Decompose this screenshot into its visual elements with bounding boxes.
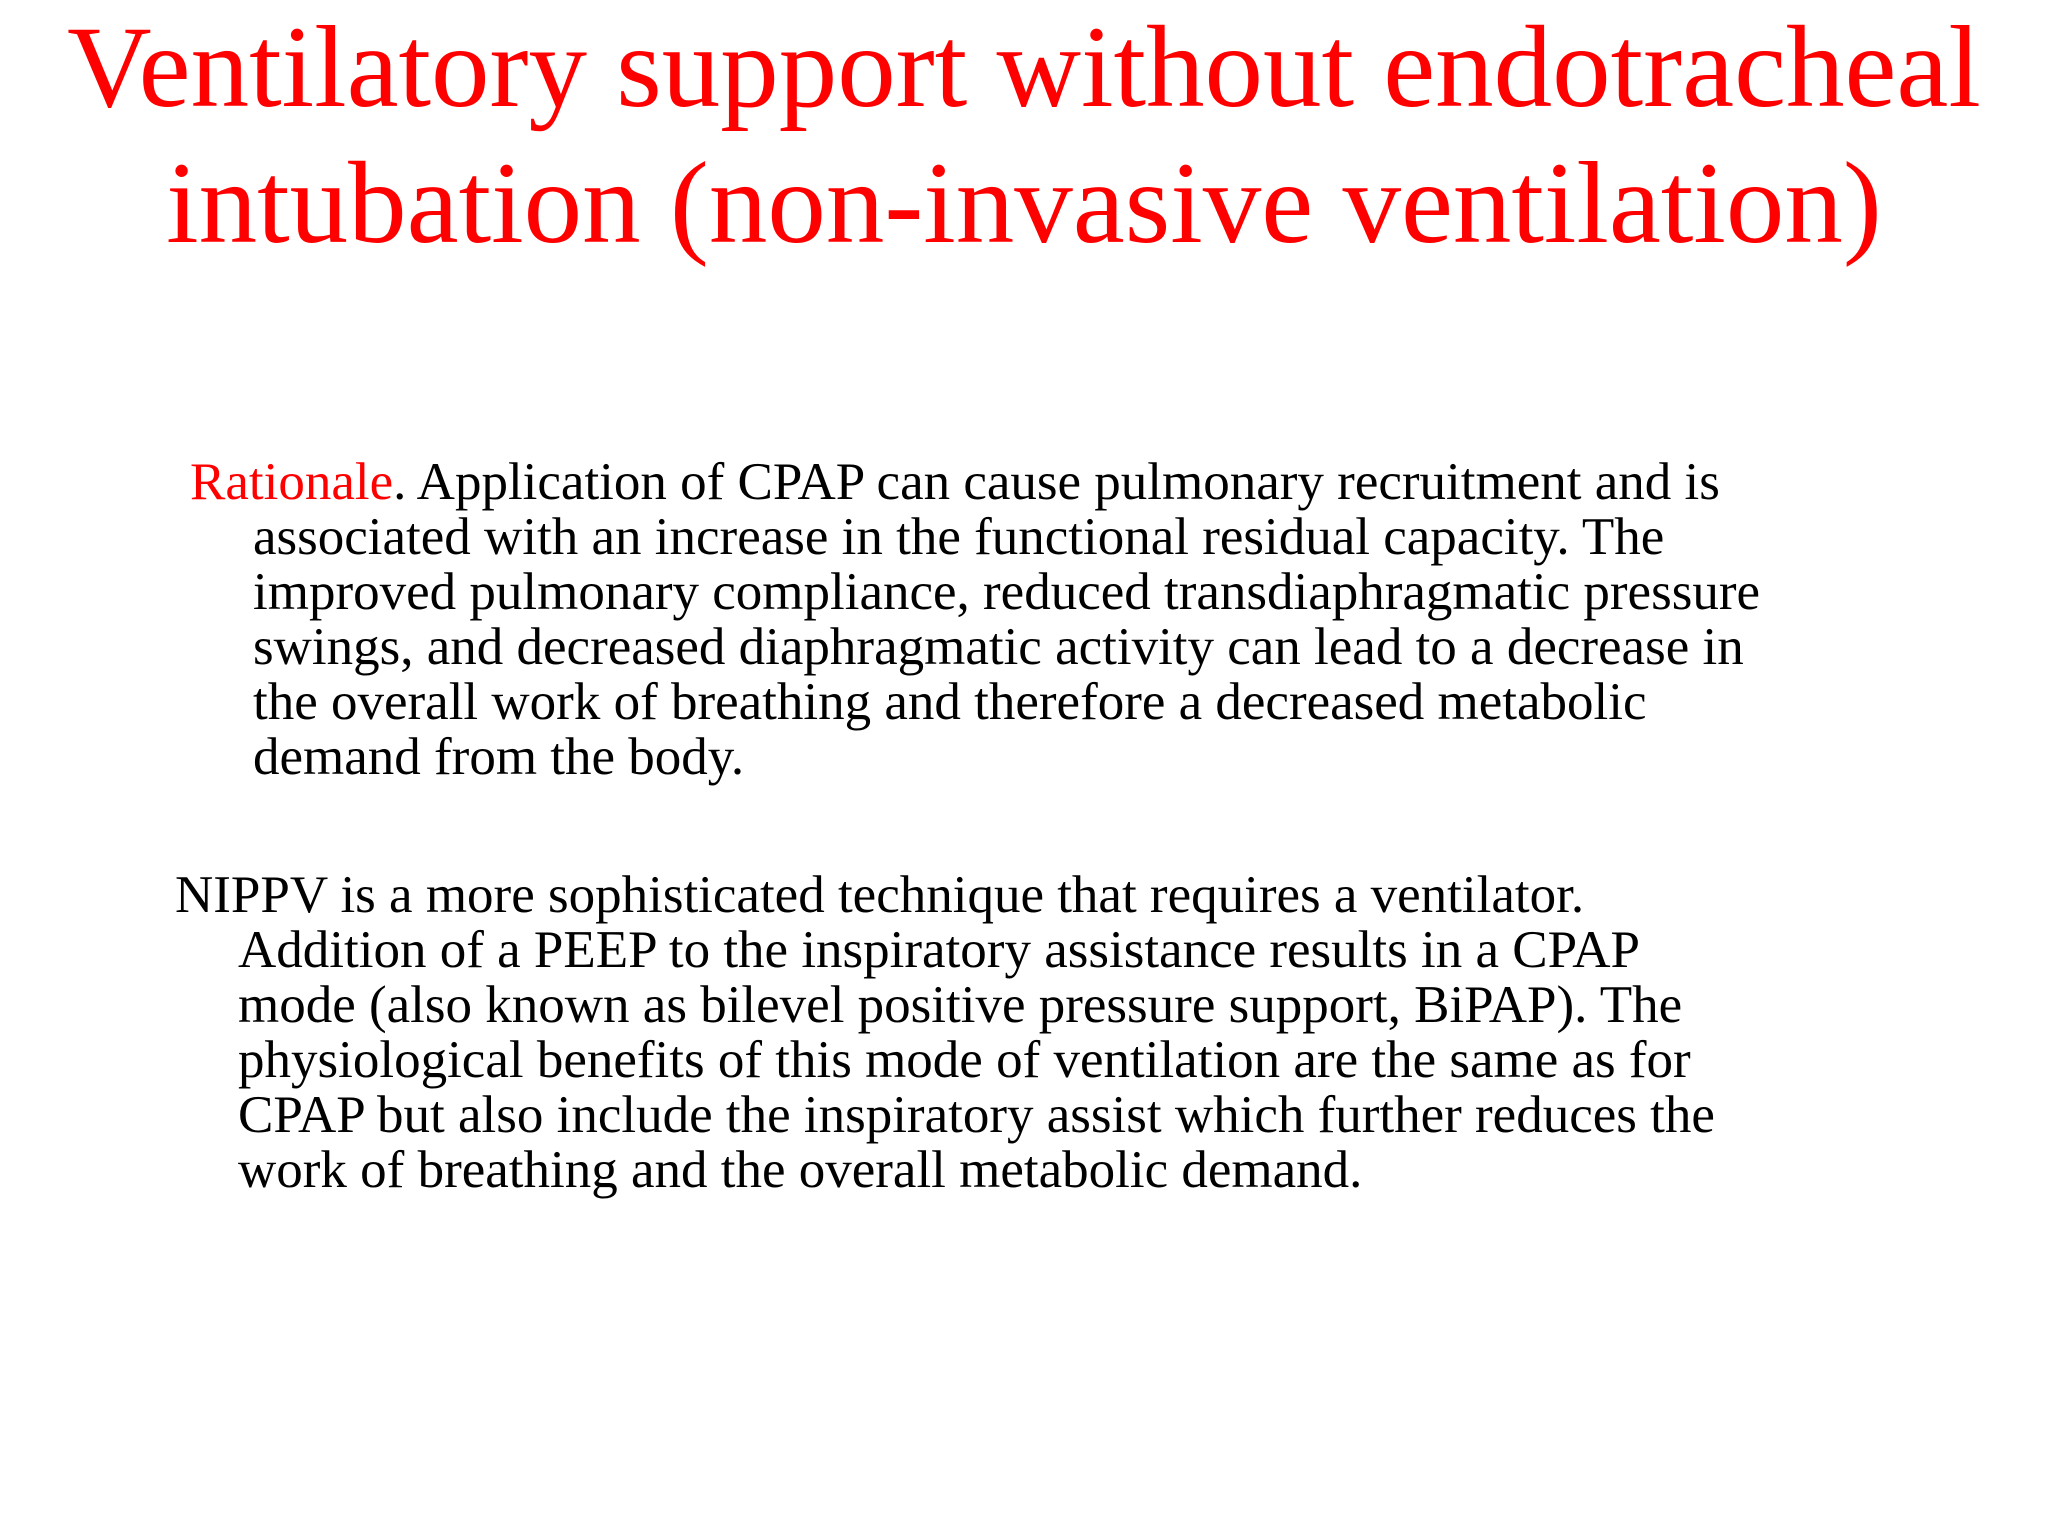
rationale-line-5: the overall work of breathing and therefore a decreased metabolic bbox=[253, 673, 1647, 731]
nippv-line-1: NIPPV is a more sophisticated technique that requires a ventilator. bbox=[175, 866, 1585, 924]
rationale-paragraph bbox=[190, 455, 2048, 785]
rationale-line-3: improved pulmonary compliance, reduced transdiaphragmatic pressure bbox=[253, 563, 1761, 621]
rationale-label-separator: . bbox=[393, 453, 407, 511]
rationale-line-1-text: Application of CPAP can cause pulmonary recruitment and is bbox=[406, 453, 1720, 511]
slide-title bbox=[0, 0, 2048, 272]
nippv-line-4: physiological benefits of this mode of ventilation are the same as for bbox=[238, 1031, 1691, 1089]
nippv-line-6: work of breathing and the overall metabolic demand. bbox=[238, 1141, 1363, 1199]
rationale-label: Rationale bbox=[190, 453, 394, 511]
nippv-paragraph bbox=[175, 868, 2048, 1198]
nippv-line-5: CPAP but also include the inspiratory assist which further reduces the bbox=[238, 1086, 1715, 1144]
rationale-line-6: demand from the body. bbox=[253, 728, 745, 786]
nippv-line-3: mode (also known as bilevel positive pressure support, BiPAP). The bbox=[238, 976, 1683, 1034]
slide-title-line-1: Ventilatory support without endotracheal bbox=[67, 3, 1981, 132]
rationale-line-4: swings, and decreased diaphragmatic activity can lead to a decrease in bbox=[253, 618, 1744, 676]
nippv-line-2: Addition of a PEEP to the inspiratory assistance results in a CPAP bbox=[238, 921, 1640, 979]
slide-title-line-2: intubation (non-invasive ventilation) bbox=[166, 139, 1882, 268]
rationale-line-1 bbox=[190, 453, 2048, 511]
rationale-line-2: associated with an increase in the functional residual capacity. The bbox=[253, 508, 1665, 566]
